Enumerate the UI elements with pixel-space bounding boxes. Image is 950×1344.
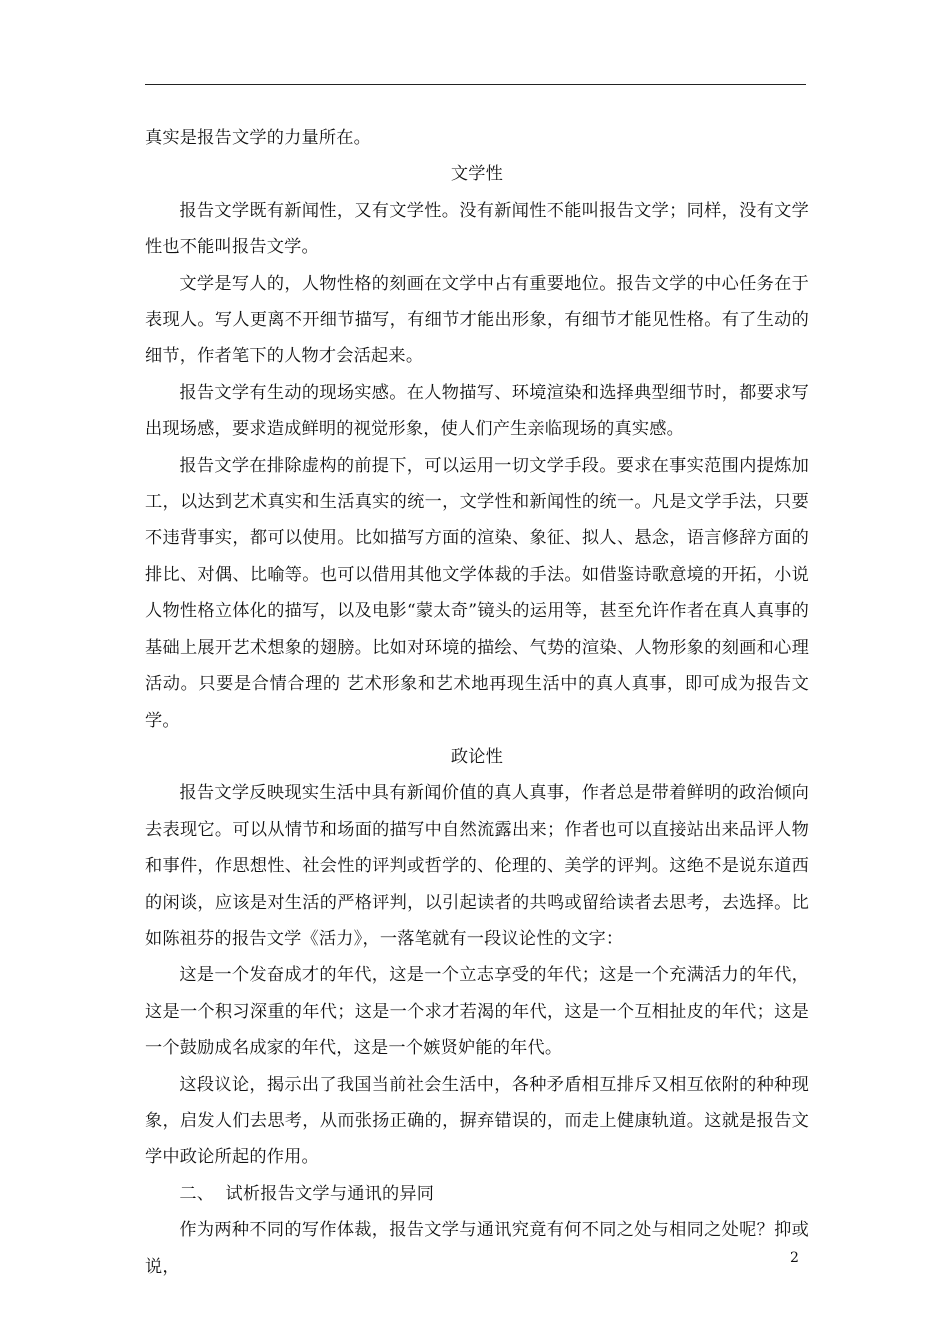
paragraph: 报告文学反映现实生活中具有新闻价值的真人真事，作者总是带着鲜明的政治倾向去表现它。可以从情节和场面的描写中自然流露出来；作者也可以直接站出来品评人物和事件，作思想性、社会性的评判或哲学的、伦理的、美学的评判。这绝不是说东道西的闲谈，应该是对生活的严格评判，以引起读者的共鸣或留给读者去思考，去选择。比如陈祖芬的报告文学《活力》，一落笔就有一段议论性的文字： <box>145 783 809 949</box>
paragraph: 这段议论，揭示出了我国当前社会生活中，各种矛盾相互排斥又相互依附的种种现象，启发人们去思考，从而张扬正确的，摒弃错误的，而走上健康轨道。这就是报告文学中政论所起的作用。 <box>145 1074 809 1168</box>
paragraph: 报告文学在排除虚构的前提下，可以运用一切文学手段。要求在事实范围内提炼加工，以达到艺术真实和生活真实的统一，文学性和新闻性的统一。凡是文学手法，只要不违背事实，都可以使用。比如描写方面的渲染、象征、拟人、悬念，语言修辞方面的排比、对偶、比喻等。也可以借用其他文学体裁的手法。如借鉴诗歌意境的开拓，小说人物性格立体化的描写，以及电影“蒙太奇”镜头的运用等，甚至允许作者在真人真事的基础上展开艺术想象的翅膀。比如对环境的描绘、气势的渲染、人物形象的刻画和心理活动。只要是合情合理的 艺术形象和艺术地再现生活中的真人真事，即可成为报告文学。 <box>145 455 809 731</box>
paragraph: 文学是写人的，人物性格的刻画在文学中占有重要地位。报告文学的中心任务在于表现人。写人更离不开细节描写，有细节才能出形象，有细节才能见性格。有了生动的细节，作者笔下的人物才会活起来。 <box>145 273 809 367</box>
body-text <box>145 120 809 1285</box>
page-number: 2 <box>790 1250 799 1266</box>
header-rule <box>145 84 806 85</box>
paragraph: 真实是报告文学的力量所在。 <box>145 128 372 148</box>
paragraph: 作为两种不同的写作体裁，报告文学与通讯究竟有何不同之处与相同之处呢？抑或说， <box>145 1220 809 1277</box>
section-heading-comparison: 二、 试析报告文学与通讯的异同 <box>179 1183 435 1204</box>
section-heading-literary: 文学性 <box>450 164 504 185</box>
paragraph: 报告文学有生动的现场实感。在人物描写、环境渲染和选择典型细节时，都要求写出现场感，要求造成鲜明的视觉形象，使人们产生亲临现场的真实感。 <box>145 382 809 440</box>
section-heading-political: 政论性 <box>450 746 504 767</box>
quoted-paragraph: 这是一个发奋成才的年代，这是一个立志享受的年代；这是一个充满活力的年代，这是一个积习深重的年代；这是一个求才若渴的年代，这是一个互相扯皮的年代；这是一个鼓励成名成家的年代，这是一个嫉贤妒能的年代。 <box>145 965 809 1059</box>
paragraph: 报告文学既有新闻性，又有文学性。没有新闻性不能叫报告文学；同样，没有文学性也不能叫报告文学。 <box>145 200 809 258</box>
